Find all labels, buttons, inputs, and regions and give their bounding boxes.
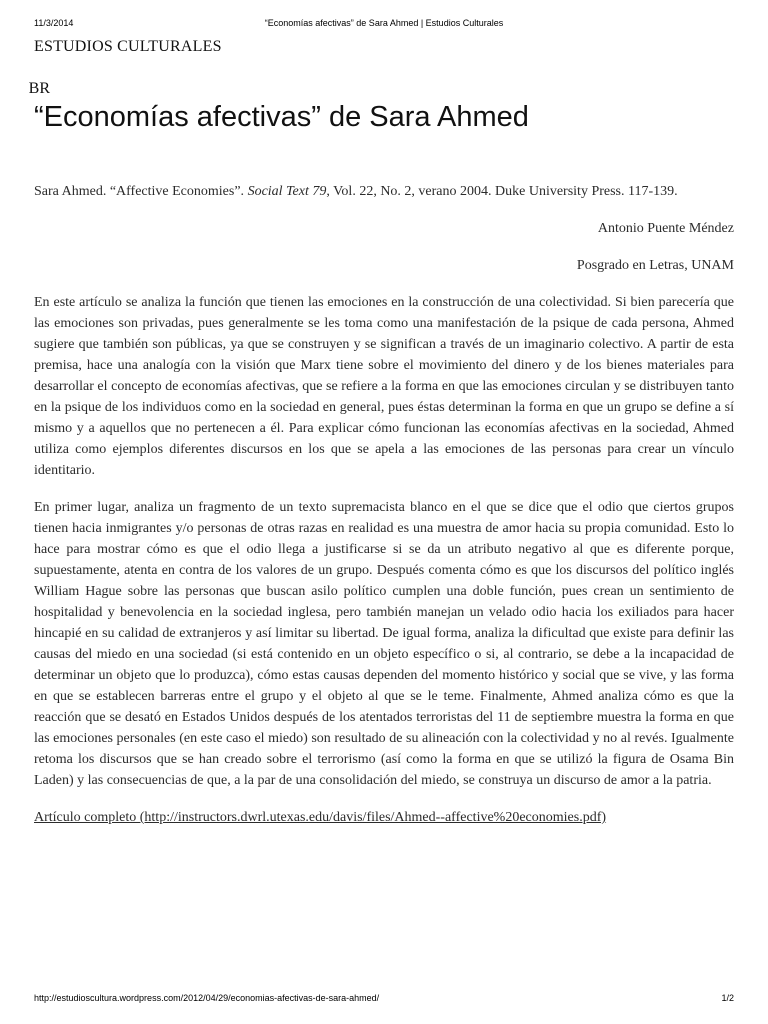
print-url: http://estudioscultura.wordpress.com/2012/04/29/economias-afectivas-de-sara-ahmed/ xyxy=(34,993,380,1003)
print-date: 11/3/2014 xyxy=(34,18,74,28)
site-title[interactable]: ESTUDIOS CULTURALES xyxy=(34,38,222,55)
post-title: “Economías afectivas” de Sara Ahmed xyxy=(34,101,529,133)
body-paragraph: En este artículo se analiza la función que tienen las emociones en la construcción de una colectividad. Si bien parecería que las emociones son privadas, pues generalmente se les toma como una manifestación de la psique de cada persona, Ahmed sugiere que también son públicas, ya que se construyen y se significan a través de un imaginario colectivo. A partir de esta premisa, hace una analogía con la visión que Marx tiene sobre el movimiento del dinero y de los bienes materiales para desarrollar el concepto de economías afectivas, que se refiere a la forma en que las emociones circulan y se distribuyen tanto en la psique de los individuos como en la sociedad en general, pues éstas determinan la forma en que un grupo se define a sí mismo y a aquellos que no pertenecen a él. Para explicar cómo funcionan las economías afectivas en la sociedad, Ahmed utiliza como ejemplos diferentes discursos en los que se apela a las emociones de las personas para crear un vínculo identitario. xyxy=(34,295,734,478)
print-page-title: “Economías afectivas” de Sara Ahmed | Estudios Culturales xyxy=(264,18,504,28)
print-footer xyxy=(0,993,768,1007)
full-article-paragraph xyxy=(34,807,734,828)
citation xyxy=(34,181,734,202)
full-article-link[interactable]: Artículo completo (http://instructors.dwrl.utexas.edu/davis/files/Ahmed--affective%20economies.pdf) xyxy=(34,810,607,825)
citation-journal: Social Text 79 xyxy=(247,184,327,199)
citation-tail: , Vol. 22, No. 2, verano 2004. Duke University Press. 117-139. xyxy=(326,184,678,199)
author-name: Antonio Puente Méndez xyxy=(597,221,734,236)
print-header xyxy=(0,18,768,32)
cut-off-nav-fragment: BR xyxy=(28,80,50,97)
page-number: 1/2 xyxy=(721,993,734,1003)
citation-lead: Sara Ahmed. “Affective Economies”. xyxy=(34,184,248,199)
body-paragraph: En primer lugar, analiza un fragmento de un texto supremacista blanco en el que se dice que el odio que ciertos grupos tienen hacia inmigrantes y/o personas de otras razas en realidad es una muestra de amor hacia su propia comunidad. Esto lo hace para mostrar cómo es que el odio llega a justificarse si se da un atributo negativo al que es diferente porque, supuestamente, atenta en contra de los valores de un grupo. Después comenta cómo es que los discursos del político inglés William Hague sobre las personas que buscan asilo político cumplen una doble función, pues crean un sentimiento de hospitalidad y benevolencia en la sociedad inglesa, pero también manejan un velado odio hacia los exiliados para hacer hincapié en su calidad de extranjeros y así limitar su libertad. De igual forma, analiza la dificultad que existe para definir las causas del miedo en una sociedad (si está contenido en un objeto específico o si, al contrario, se debe a la incapacidad de determinar un objeto que lo produzca), cómo estas causas dependen del momento histórico y social que se vive, y las forma en que se establecen barreras entre el grupo y el objeto al que se le teme. Finalmente, Ahmed analiza cómo es que la reacción que se desató en Estados Unidos después de los atentados terroristas del 11 de septiembre muestra la forma en que las emociones personales (en este caso el miedo) son resultado de su alineación con la colectividad y no al revés. Igualmente retoma los discursos que se han creado sobre el terrorismo (así como la forma en que se utilizó la figura de Osama Bin Laden) y las consecuencias de que, a la par de una consolidación del miedo, se construya un discurso de amor a la patria. xyxy=(34,500,734,788)
post-content xyxy=(34,181,734,828)
author-affiliation: Posgrado en Letras, UNAM xyxy=(576,258,734,273)
